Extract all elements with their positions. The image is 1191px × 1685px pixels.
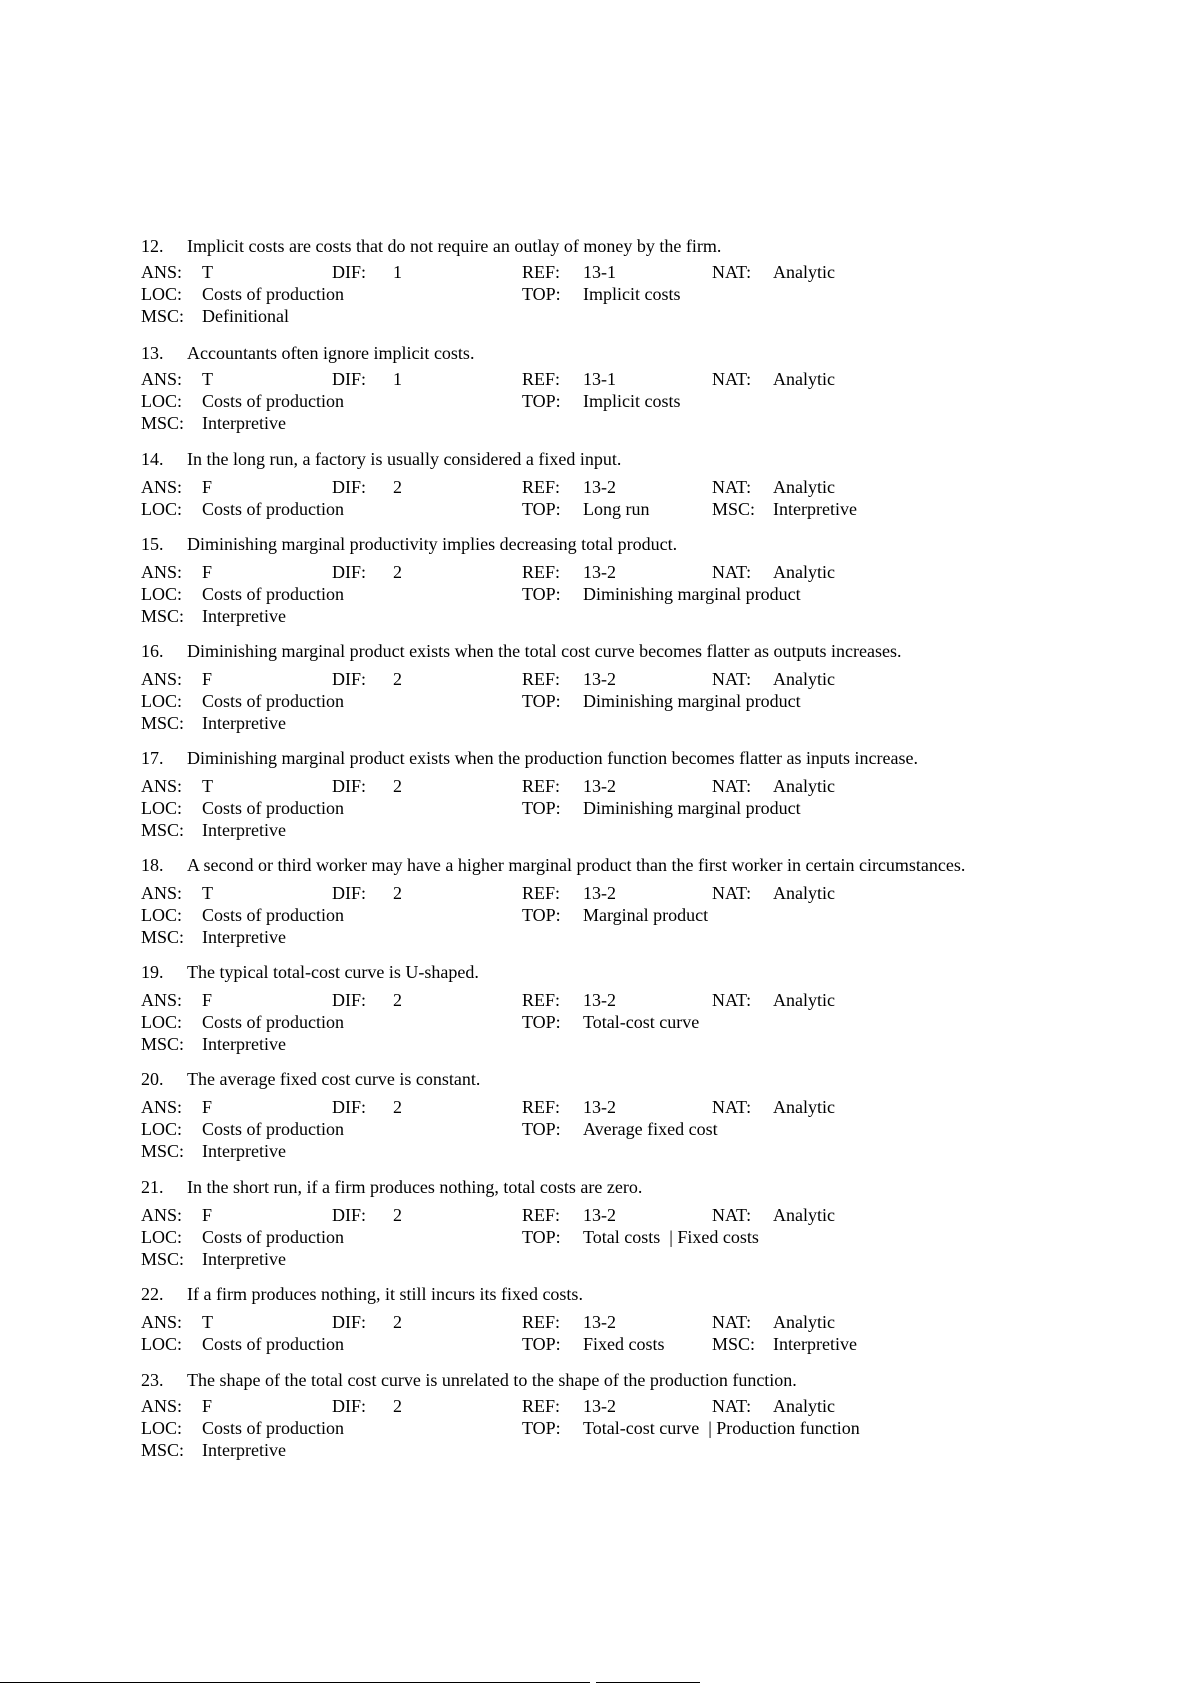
question-number: 19. <box>141 962 164 982</box>
ref-label: REF: <box>522 1205 561 1225</box>
meta-row-msc <box>141 606 1041 628</box>
msc-label: MSC: <box>141 820 185 840</box>
question-text: The typical total-cost curve is U-shaped. <box>187 962 479 982</box>
msc-value: Interpretive <box>202 1141 286 1161</box>
ref-value: 13-2 <box>583 990 616 1010</box>
ans-label: ANS: <box>141 1312 183 1332</box>
ans-value: F <box>202 562 213 582</box>
answer-metadata <box>141 369 1041 435</box>
dif-label: DIF: <box>332 883 367 903</box>
top-value: Total costs | Fixed costs <box>583 1227 759 1247</box>
loc-label: LOC: <box>141 391 183 411</box>
top-value: Diminishing marginal product <box>583 798 801 818</box>
loc-label: LOC: <box>141 1418 183 1438</box>
question-number: 13. <box>141 343 164 363</box>
question-text: The shape of the total cost curve is unrelated to the shape of the production function. <box>187 1370 797 1390</box>
loc-label: LOC: <box>141 1119 183 1139</box>
ref-label: REF: <box>522 990 561 1010</box>
nat-value: Analytic <box>773 262 835 282</box>
ref-value: 13-2 <box>583 1312 616 1332</box>
top-label: TOP: <box>522 1334 561 1354</box>
ans-label: ANS: <box>141 562 183 582</box>
nat-value: Analytic <box>773 776 835 796</box>
question-number: 14. <box>141 449 164 469</box>
ans-value: T <box>202 776 213 796</box>
nat-label: NAT: <box>712 1312 752 1332</box>
meta-row-ans <box>141 1097 1041 1119</box>
top-label: TOP: <box>522 391 561 411</box>
question-text: Diminishing marginal productivity implies decreasing total product. <box>187 534 678 554</box>
nat-label: NAT: <box>712 883 752 903</box>
answer-metadata <box>141 262 1041 328</box>
meta-row-ans <box>141 1312 1041 1334</box>
top-label: TOP: <box>522 1119 561 1139</box>
meta-row-msc <box>141 1440 1041 1462</box>
question-number: 21. <box>141 1177 164 1197</box>
dif-value: 2 <box>393 990 402 1010</box>
meta-row-loc <box>141 1227 1041 1249</box>
loc-value: Costs of production <box>202 1119 344 1139</box>
ref-value: 13-2 <box>583 1205 616 1225</box>
dif-value: 2 <box>393 776 402 796</box>
loc-label: LOC: <box>141 798 183 818</box>
dif-value: 1 <box>393 369 402 389</box>
answer-metadata <box>141 477 1041 521</box>
msc-value: Interpretive <box>202 1440 286 1460</box>
ans-value: F <box>202 477 213 497</box>
dif-value: 1 <box>393 262 402 282</box>
ans-label: ANS: <box>141 369 183 389</box>
msc-label: MSC: <box>141 606 185 626</box>
loc-label: LOC: <box>141 284 183 304</box>
ans-value: F <box>202 669 213 689</box>
top-value: Diminishing marginal product <box>583 691 801 711</box>
nat-value: Analytic <box>773 1097 835 1117</box>
msc-value: Interpretive <box>773 1334 857 1354</box>
meta-row-msc <box>141 1249 1041 1271</box>
ref-label: REF: <box>522 369 561 389</box>
nat-label: NAT: <box>712 669 752 689</box>
msc-label: MSC: <box>141 1141 185 1161</box>
dif-value: 2 <box>393 562 402 582</box>
question-number: 12. <box>141 236 164 256</box>
question-text: Accountants often ignore implicit costs. <box>187 343 475 363</box>
loc-label: LOC: <box>141 905 183 925</box>
meta-row-loc <box>141 584 1041 606</box>
loc-value: Costs of production <box>202 391 344 411</box>
question-number: 20. <box>141 1069 164 1089</box>
ref-label: REF: <box>522 562 561 582</box>
ans-value: T <box>202 369 213 389</box>
meta-row-ans <box>141 1396 1041 1418</box>
msc-value: Interpretive <box>202 820 286 840</box>
question-number: 23. <box>141 1370 164 1390</box>
ref-label: REF: <box>522 883 561 903</box>
answer-metadata <box>141 1205 1041 1271</box>
dif-value: 2 <box>393 1396 402 1416</box>
msc-label: MSC: <box>712 1334 756 1354</box>
msc-value: Interpretive <box>202 1249 286 1269</box>
loc-value: Costs of production <box>202 1334 344 1354</box>
question-text: In the long run, a factory is usually considered a fixed input. <box>187 449 622 469</box>
ans-label: ANS: <box>141 990 183 1010</box>
ref-label: REF: <box>522 477 561 497</box>
ans-label: ANS: <box>141 883 183 903</box>
msc-label: MSC: <box>141 413 185 433</box>
ref-value: 13-2 <box>583 1097 616 1117</box>
loc-value: Costs of production <box>202 798 344 818</box>
ans-value: T <box>202 262 213 282</box>
nat-label: NAT: <box>712 369 752 389</box>
dif-value: 2 <box>393 669 402 689</box>
top-label: TOP: <box>522 691 561 711</box>
loc-value: Costs of production <box>202 1227 344 1247</box>
nat-value: Analytic <box>773 1205 835 1225</box>
dif-label: DIF: <box>332 669 367 689</box>
nat-value: Analytic <box>773 369 835 389</box>
meta-row-ans <box>141 669 1041 691</box>
msc-value: Interpretive <box>773 499 857 519</box>
question-number: 22. <box>141 1284 164 1304</box>
ref-label: REF: <box>522 776 561 796</box>
msc-value: Interpretive <box>202 413 286 433</box>
ans-value: F <box>202 990 213 1010</box>
answer-metadata <box>141 990 1041 1056</box>
question-text: The average fixed cost curve is constant. <box>187 1069 481 1089</box>
question-text: Diminishing marginal product exists when the production function becomes flatter as inputs increase. <box>187 748 918 768</box>
nat-label: NAT: <box>712 562 752 582</box>
loc-label: LOC: <box>141 584 183 604</box>
top-label: TOP: <box>522 1418 561 1438</box>
dif-value: 2 <box>393 1205 402 1225</box>
msc-value: Interpretive <box>202 606 286 626</box>
dif-label: DIF: <box>332 776 367 796</box>
dif-value: 2 <box>393 1097 402 1117</box>
meta-row-ans <box>141 369 1041 391</box>
nat-value: Analytic <box>773 669 835 689</box>
nat-label: NAT: <box>712 1097 752 1117</box>
meta-row-ans <box>141 562 1041 584</box>
ref-value: 13-2 <box>583 883 616 903</box>
ref-value: 13-2 <box>583 669 616 689</box>
dif-value: 2 <box>393 1312 402 1332</box>
top-value: Implicit costs <box>583 284 681 304</box>
ans-value: T <box>202 1312 213 1332</box>
top-value: Long run <box>583 499 650 519</box>
ans-label: ANS: <box>141 776 183 796</box>
ref-value: 13-1 <box>583 262 616 282</box>
page-edge-line <box>596 1682 700 1683</box>
question-text: In the short run, if a firm produces nothing, total costs are zero. <box>187 1177 643 1197</box>
top-value: Total-cost curve | Production function <box>583 1418 860 1438</box>
dif-label: DIF: <box>332 990 367 1010</box>
dif-label: DIF: <box>332 1097 367 1117</box>
dif-label: DIF: <box>332 1396 367 1416</box>
ans-value: T <box>202 883 213 903</box>
answer-metadata <box>141 669 1041 735</box>
page-edge-line <box>0 1682 590 1683</box>
question-number: 18. <box>141 855 164 875</box>
meta-row-msc <box>141 1141 1041 1163</box>
question-text: Diminishing marginal product exists when the total cost curve becomes flatter as outputs increases. <box>187 641 902 661</box>
top-value: Diminishing marginal product <box>583 584 801 604</box>
loc-value: Costs of production <box>202 284 344 304</box>
nat-label: NAT: <box>712 1396 752 1416</box>
question-text: If a firm produces nothing, it still incurs its fixed costs. <box>187 1284 583 1304</box>
answer-metadata <box>141 883 1041 949</box>
meta-row-msc <box>141 713 1041 735</box>
question-number: 17. <box>141 748 164 768</box>
ans-value: F <box>202 1396 213 1416</box>
loc-label: LOC: <box>141 1334 183 1354</box>
meta-row-ans <box>141 776 1041 798</box>
msc-value: Interpretive <box>202 927 286 947</box>
top-label: TOP: <box>522 284 561 304</box>
ans-value: F <box>202 1205 213 1225</box>
meta-row-ans <box>141 883 1041 905</box>
top-label: TOP: <box>522 1012 561 1032</box>
nat-value: Analytic <box>773 1396 835 1416</box>
question-number: 16. <box>141 641 164 661</box>
nat-label: NAT: <box>712 776 752 796</box>
msc-label: MSC: <box>141 1034 185 1054</box>
meta-row-ans <box>141 990 1041 1012</box>
meta-row-msc <box>141 413 1041 435</box>
loc-label: LOC: <box>141 499 183 519</box>
ans-value: F <box>202 1097 213 1117</box>
meta-row-msc <box>141 820 1041 842</box>
ans-label: ANS: <box>141 1097 183 1117</box>
top-label: TOP: <box>522 499 561 519</box>
nat-label: NAT: <box>712 1205 752 1225</box>
nat-value: Analytic <box>773 562 835 582</box>
loc-value: Costs of production <box>202 584 344 604</box>
meta-row-loc <box>141 284 1041 306</box>
meta-row-msc <box>141 306 1041 328</box>
top-value: Marginal product <box>583 905 709 925</box>
answer-metadata <box>141 1097 1041 1163</box>
top-label: TOP: <box>522 1227 561 1247</box>
question-text: A second or third worker may have a higher marginal product than the first worker in certain circumstances. <box>187 855 966 875</box>
top-label: TOP: <box>522 584 561 604</box>
meta-row-msc <box>141 927 1041 949</box>
msc-label: MSC: <box>141 927 185 947</box>
msc-value: Interpretive <box>202 1034 286 1054</box>
dif-value: 2 <box>393 477 402 497</box>
top-value: Fixed costs <box>583 1334 665 1354</box>
loc-value: Costs of production <box>202 905 344 925</box>
meta-row-loc <box>141 1418 1041 1440</box>
ref-label: REF: <box>522 262 561 282</box>
ref-value: 13-2 <box>583 776 616 796</box>
msc-label: MSC: <box>141 306 185 326</box>
dif-label: DIF: <box>332 1312 367 1332</box>
meta-row-msc <box>141 1034 1041 1056</box>
top-value: Average fixed cost <box>583 1119 718 1139</box>
ref-label: REF: <box>522 669 561 689</box>
msc-value: Interpretive <box>202 713 286 733</box>
loc-value: Costs of production <box>202 691 344 711</box>
meta-row-loc <box>141 1334 1041 1356</box>
ans-label: ANS: <box>141 669 183 689</box>
nat-label: NAT: <box>712 262 752 282</box>
meta-row-loc <box>141 499 1041 521</box>
loc-label: LOC: <box>141 691 183 711</box>
ans-label: ANS: <box>141 1205 183 1225</box>
ans-label: ANS: <box>141 477 183 497</box>
msc-value: Definitional <box>202 306 289 326</box>
nat-value: Analytic <box>773 1312 835 1332</box>
ref-value: 13-2 <box>583 477 616 497</box>
dif-value: 2 <box>393 883 402 903</box>
dif-label: DIF: <box>332 262 367 282</box>
ref-value: 13-2 <box>583 562 616 582</box>
ref-value: 13-1 <box>583 369 616 389</box>
meta-row-ans <box>141 1205 1041 1227</box>
loc-value: Costs of production <box>202 499 344 519</box>
ref-value: 13-2 <box>583 1396 616 1416</box>
question-text: Implicit costs are costs that do not require an outlay of money by the firm. <box>187 236 722 256</box>
nat-label: NAT: <box>712 990 752 1010</box>
meta-row-loc <box>141 905 1041 927</box>
ans-label: ANS: <box>141 1396 183 1416</box>
nat-value: Analytic <box>773 990 835 1010</box>
answer-metadata <box>141 562 1041 628</box>
top-value: Total-cost curve <box>583 1012 700 1032</box>
dif-label: DIF: <box>332 369 367 389</box>
top-label: TOP: <box>522 905 561 925</box>
dif-label: DIF: <box>332 477 367 497</box>
ref-label: REF: <box>522 1396 561 1416</box>
meta-row-ans <box>141 477 1041 499</box>
answer-metadata <box>141 1396 1041 1462</box>
ref-label: REF: <box>522 1312 561 1332</box>
msc-label: MSC: <box>141 1440 185 1460</box>
loc-value: Costs of production <box>202 1418 344 1438</box>
ans-label: ANS: <box>141 262 183 282</box>
nat-label: NAT: <box>712 477 752 497</box>
top-label: TOP: <box>522 798 561 818</box>
dif-label: DIF: <box>332 562 367 582</box>
meta-row-ans <box>141 262 1041 284</box>
loc-label: LOC: <box>141 1227 183 1247</box>
top-value: Implicit costs <box>583 391 681 411</box>
meta-row-loc <box>141 1012 1041 1034</box>
nat-value: Analytic <box>773 477 835 497</box>
nat-value: Analytic <box>773 883 835 903</box>
msc-label: MSC: <box>712 499 756 519</box>
msc-label: MSC: <box>141 1249 185 1269</box>
question-number: 15. <box>141 534 164 554</box>
meta-row-loc <box>141 691 1041 713</box>
answer-metadata <box>141 1312 1041 1356</box>
msc-label: MSC: <box>141 713 185 733</box>
meta-row-loc <box>141 391 1041 413</box>
meta-row-loc <box>141 1119 1041 1141</box>
answer-metadata <box>141 776 1041 842</box>
ref-label: REF: <box>522 1097 561 1117</box>
loc-label: LOC: <box>141 1012 183 1032</box>
dif-label: DIF: <box>332 1205 367 1225</box>
loc-value: Costs of production <box>202 1012 344 1032</box>
meta-row-loc <box>141 798 1041 820</box>
